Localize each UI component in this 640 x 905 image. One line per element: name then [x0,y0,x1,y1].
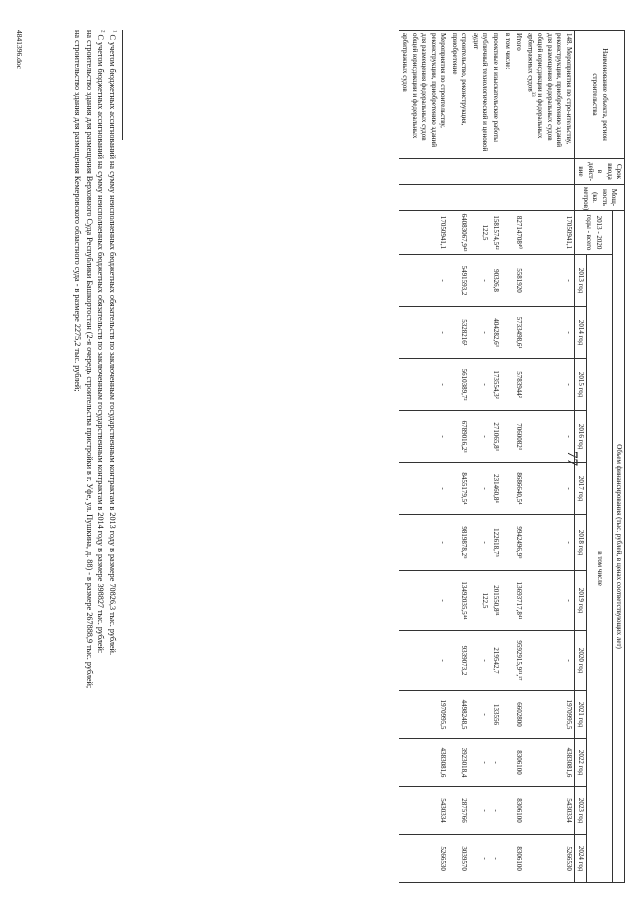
row-year-value: - [469,631,490,691]
header-year: 2017 год [574,463,586,515]
row-year-value: 1970995,5 [524,691,574,739]
header-year: 2018 год [574,515,586,571]
header-total: 2013 - 2020 годы - всего [574,211,612,255]
row-year-value: 5430334 [524,787,574,835]
row-total: 17050941,1 [524,211,574,255]
row-year-value [501,631,512,691]
row-year-value: 9339073,2 [448,631,469,691]
row-year-value: 5733498,6¹ [513,307,524,359]
row-year-value: - [469,835,490,883]
row-year-value: 1970995,5 [399,691,448,739]
header-funding: Объем финансирования (тыс. рублей, в ценах соответствующих лет) [612,211,624,883]
table-row [399,31,448,883]
row-year-value: 219542,7 [490,631,501,691]
row-year-value: 6602800 [513,691,524,739]
row-year-value [501,411,512,463]
row-year-value [501,571,512,631]
row-year-value: 8306100 [513,787,524,835]
row-year-value: 3923018,4 [448,739,469,787]
row-name: 148. Мероприятия по стро-ительству, реконструкции, приобретению зданий для размещения федеральных судов общей юрисдикции и федеральных арбитражных судов$^{33}$ [524,31,574,159]
header-year: 2019 год [574,571,586,631]
row-year-value: - [524,515,574,571]
row-year-value: - [524,255,574,307]
row-total: 64083067,9⁴³ [448,211,469,255]
header-year: 2021 год [574,691,586,739]
row-year-value: 5581920 [513,255,524,307]
row-term [524,159,574,185]
row-year-value: - [469,515,490,571]
footnote: $^1$ С учетом бюджетных ассигнований на сумму неисполненных бюджетных обязательств по заключенным государственным контрактам в 2013 году в размере 70826,3 тыс. рублей. [108,30,117,655]
row-year-value [501,255,512,307]
row-year-value: 404282,6³ [490,307,501,359]
footnote: на строительство здания для размещения Кемеровского областного суда - в размере 2275,2 тыс. рублей; [73,30,83,392]
row-year-value: - [399,515,448,571]
row-year-value: 271065,8³ [490,411,501,463]
row-capacity [501,185,512,211]
row-term [501,159,512,185]
row-year-value: - [399,571,448,631]
table-row [448,31,469,883]
row-year-value: - [399,411,448,463]
table-row [501,31,512,883]
row-year-value: - [399,359,448,411]
row-year-value: - [399,307,448,359]
header-year: 2023 год [574,787,586,835]
row-year-value: - [469,359,490,411]
header-year: 2014 год [574,307,586,359]
row-year-value: - [490,739,501,787]
header-capacity: Мощ-ность (кв. метров) [574,185,624,211]
row-year-value: 8455179,5⁴ [448,463,469,515]
table-row [524,31,574,883]
funding-table [399,30,625,883]
row-year-value: 7060082³ [513,411,524,463]
header-year: 2016 год [574,411,586,463]
table-row [490,31,501,883]
row-year-value: - [399,631,448,691]
row-year-value: 5266530 [524,835,574,883]
row-name: проектные и изыскательские работы [490,31,501,159]
row-total: 17050941,1 [399,211,448,255]
row-name: публичный технологический и ценовой аудит [469,31,490,159]
row-year-value: 122618,7⁵ [490,515,501,571]
row-year-value: - [524,359,574,411]
row-total: 1581574,5⁴² [490,211,501,255]
row-year-value: 8686640,5⁴ [513,463,524,515]
row-year-value [501,835,512,883]
footnote: на строительство здания для размещения Верховного Суда Республики Башкортостан (2-я очередь строительства пристройки в г. Уфе, ул. Пушкина, д. 88) - в размере 267888,9 тыс. рублей; [84,30,94,689]
row-year-value: 8306100 [513,739,524,787]
header-incl: в том числе [587,255,612,883]
row-year-value: - [524,307,574,359]
row-total: 82714708⁴⁰ [513,211,524,255]
row-year-value: - [469,739,490,787]
row-total: 122,5 [469,211,490,255]
row-year-value [501,691,512,739]
row-year-value: - [490,835,501,883]
row-year-value [501,739,512,787]
row-year-value: - [524,571,574,631]
row-year-value: - [469,307,490,359]
row-term [448,159,469,185]
row-year-value: 90326,8 [490,255,501,307]
header-year: 2022 год [574,739,586,787]
row-year-value: - [469,411,490,463]
row-capacity [513,185,524,211]
row-year-value: 9819878,2⁵ [448,515,469,571]
header-year: 2024 год [574,835,586,883]
row-year-value: 2875766 [448,787,469,835]
row-year-value: - [399,255,448,307]
table-row [513,31,524,883]
row-term [469,159,490,185]
header-term: Срок ввода в дейст-вие [574,159,624,185]
row-capacity [469,185,490,211]
row-term [399,159,448,185]
row-year-value: 4498248,5 [448,691,469,739]
row-year-value: - [469,787,490,835]
row-year-value: 5610389,7² [448,359,469,411]
row-year-value [501,463,512,515]
row-year-value: 5491593,2 [448,255,469,307]
row-year-value: 4383081,6 [524,739,574,787]
row-year-value [501,307,512,359]
row-year-value: 3039570 [448,835,469,883]
row-year-value [501,787,512,835]
row-year-value: - [469,255,490,307]
document-name: 4841396.doc [15,30,24,69]
row-name: строительство, реконструкция, приобретение [448,31,469,159]
row-capacity [524,185,574,211]
row-year-value: - [490,787,501,835]
row-year-value: 13693717,8⁴¹ [513,571,524,631]
row-year-value: 5266530 [399,835,448,883]
footnote-separator [122,30,123,140]
page-number: 77 [564,451,580,466]
row-capacity [490,185,501,211]
row-year-value: 5328216¹ [448,307,469,359]
row-year-value: - [524,463,574,515]
footnotes [71,30,118,882]
row-year-value: 9592915,9³¹,¹⁷ [513,631,524,691]
row-year-value: 5430334 [399,787,448,835]
row-capacity [448,185,469,211]
row-term [513,159,524,185]
row-name: в том числе: [501,31,512,159]
row-name: Мероприятия по строительству, реконструкции, приобретению зданий для размещения федеральных судов общей юрисдикции и федеральных арбитражных судов [399,31,448,159]
row-year-value: 173554,3² [490,359,501,411]
row-year-value: 5783944² [513,359,524,411]
row-year-value: - [399,463,448,515]
header-year: 2013 год [574,255,586,307]
row-year-value: 122,5 [469,571,490,631]
row-year-value: 4383081,6 [399,739,448,787]
footnote: $^2$ С учетом бюджетных ассигнований на сумму неисполненных бюджетных обязательств по заключенным государственным контрактам в 2014 году в размере 398827 тыс. рублей: [96,30,106,654]
row-year-value: - [524,631,574,691]
header-year: 2020 год [574,631,586,691]
row-year-value: 8306100 [513,835,524,883]
row-term [490,159,501,185]
row-capacity [399,185,448,211]
row-year-value: - [469,691,490,739]
row-year-value [501,515,512,571]
header-name: Наименование объекта, регион строительства [574,31,624,159]
row-year-value: 201550,8³¹ [490,571,501,631]
row-year-value: 231460,8⁴ [490,463,501,515]
row-year-value: 6789016,2³ [448,411,469,463]
table-row [469,31,490,883]
row-year-value: 9942496,9⁵ [513,515,524,571]
row-year-value: - [469,463,490,515]
row-year-value: 133556 [490,691,501,739]
row-year-value: - [524,411,574,463]
row-total [501,211,512,255]
row-name: Итого [513,31,524,159]
row-year-value: 13492035,5⁴⁴ [448,571,469,631]
row-year-value [501,359,512,411]
header-year: 2015 год [574,359,586,411]
